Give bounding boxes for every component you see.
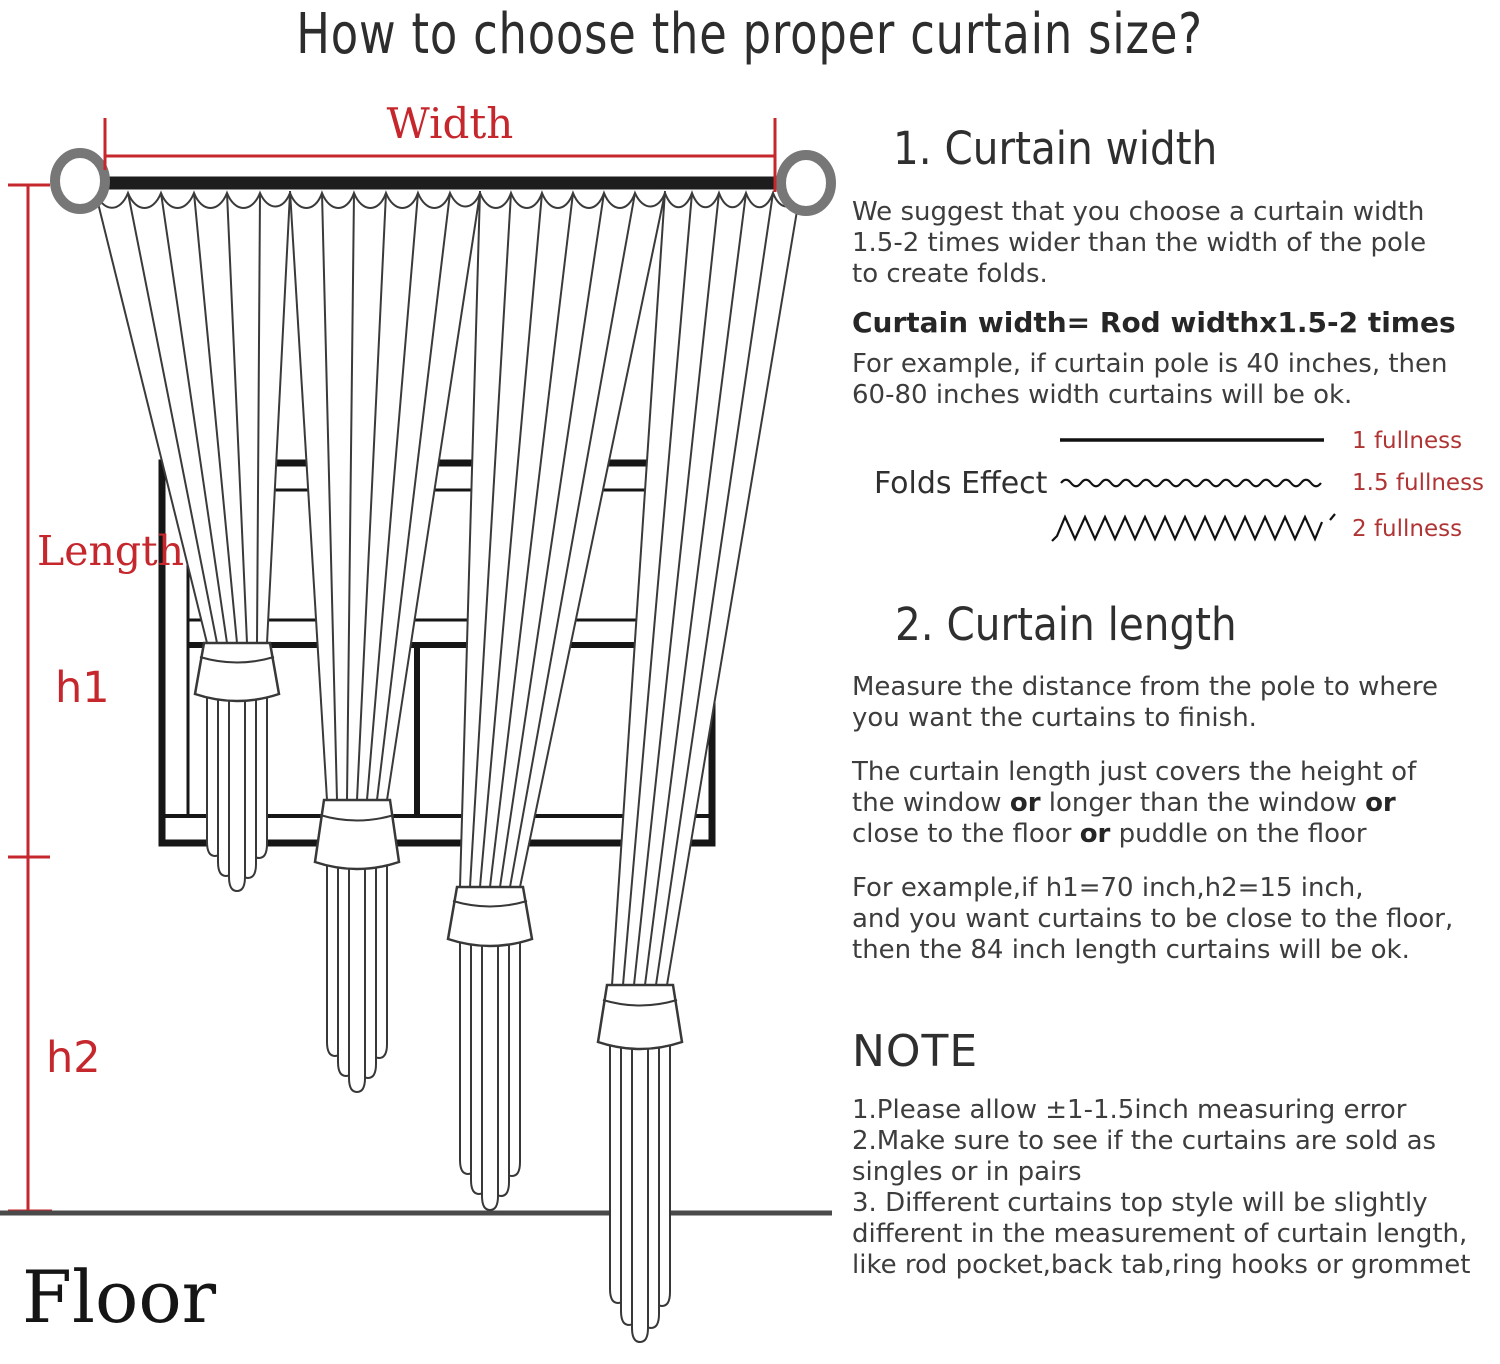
fold-line-wavy — [1058, 473, 1328, 491]
fullness-label-3: 2 fullness — [1352, 516, 1463, 542]
note-line: different in the measurement of curtain length, — [852, 1219, 1468, 1249]
tieback-1 — [195, 643, 279, 701]
width-formula: Curtain width= Rod widthx1.5-2 times — [852, 306, 1456, 339]
note-line: 3. Different curtains top style will be slightly — [852, 1188, 1428, 1218]
fold-line-zigzag — [1050, 510, 1345, 546]
rod-ring-left — [55, 153, 105, 209]
note-heading: NOTE — [852, 1026, 979, 1077]
rod-ring-right — [781, 155, 831, 211]
note-line: like rod pocket,back tab,ring hooks or grommet — [852, 1250, 1471, 1280]
curtain-panel-1 — [95, 191, 290, 643]
tassel-3 — [448, 887, 532, 1210]
note-line: 2.Make sure to see if the curtains are sold as — [852, 1126, 1437, 1156]
curtain-panel-2 — [290, 191, 480, 800]
fullness-label-2: 1.5 fullness — [1352, 470, 1485, 496]
page-title: How to choose the proper curtain size? — [296, 2, 1204, 67]
note-line: singles or in pairs — [852, 1157, 1082, 1187]
width-label: Width — [386, 99, 514, 148]
h2-label: h2 — [46, 1033, 101, 1083]
width-paragraph-2: For example, if curtain pole is 40 inches, then 60-80 inches width curtains will be ok. — [852, 349, 1448, 410]
folds-effect-diagram — [852, 424, 1492, 559]
floor-label: Floor — [22, 1255, 217, 1339]
note-list — [852, 1095, 1492, 1281]
note-line: 1.Please allow ±1-1.5inch measuring error — [852, 1095, 1407, 1125]
length-paragraph-1: Measure the distance from the pole to where you want the curtains to finish. — [852, 672, 1438, 733]
section-width-heading: 1. Curtain width — [893, 122, 1218, 175]
length-paragraph-3: For example,if h1=70 inch,h2=15 inch, and you want curtains to be close to the floor, then the 84 inch length curtains will be ok. — [852, 873, 1454, 965]
curtain-panels — [95, 191, 800, 985]
tassel-1 — [195, 643, 279, 891]
fold-line-straight — [1058, 435, 1328, 445]
length-label: Length — [37, 527, 185, 575]
curtain-tassels — [195, 643, 682, 1342]
fullness-label-1: 1 fullness — [1352, 428, 1463, 454]
length-paragraph-2: The curtain length just covers the height of the window or longer than the window or close to the floor or puddle on the floor — [852, 757, 1417, 849]
h1-label: h1 — [55, 663, 110, 713]
folds-effect-label: Folds Effect — [874, 466, 1048, 501]
tieback-4 — [598, 985, 682, 1049]
tieback-3 — [448, 887, 532, 946]
tassel-2 — [315, 800, 399, 1092]
section-length-heading: 2. Curtain length — [895, 598, 1237, 651]
width-paragraph-1: We suggest that you choose a curtain width 1.5-2 times wider than the width of the pole to create folds. — [852, 197, 1427, 289]
tassel-4 — [598, 985, 682, 1342]
tieback-2 — [315, 800, 399, 869]
